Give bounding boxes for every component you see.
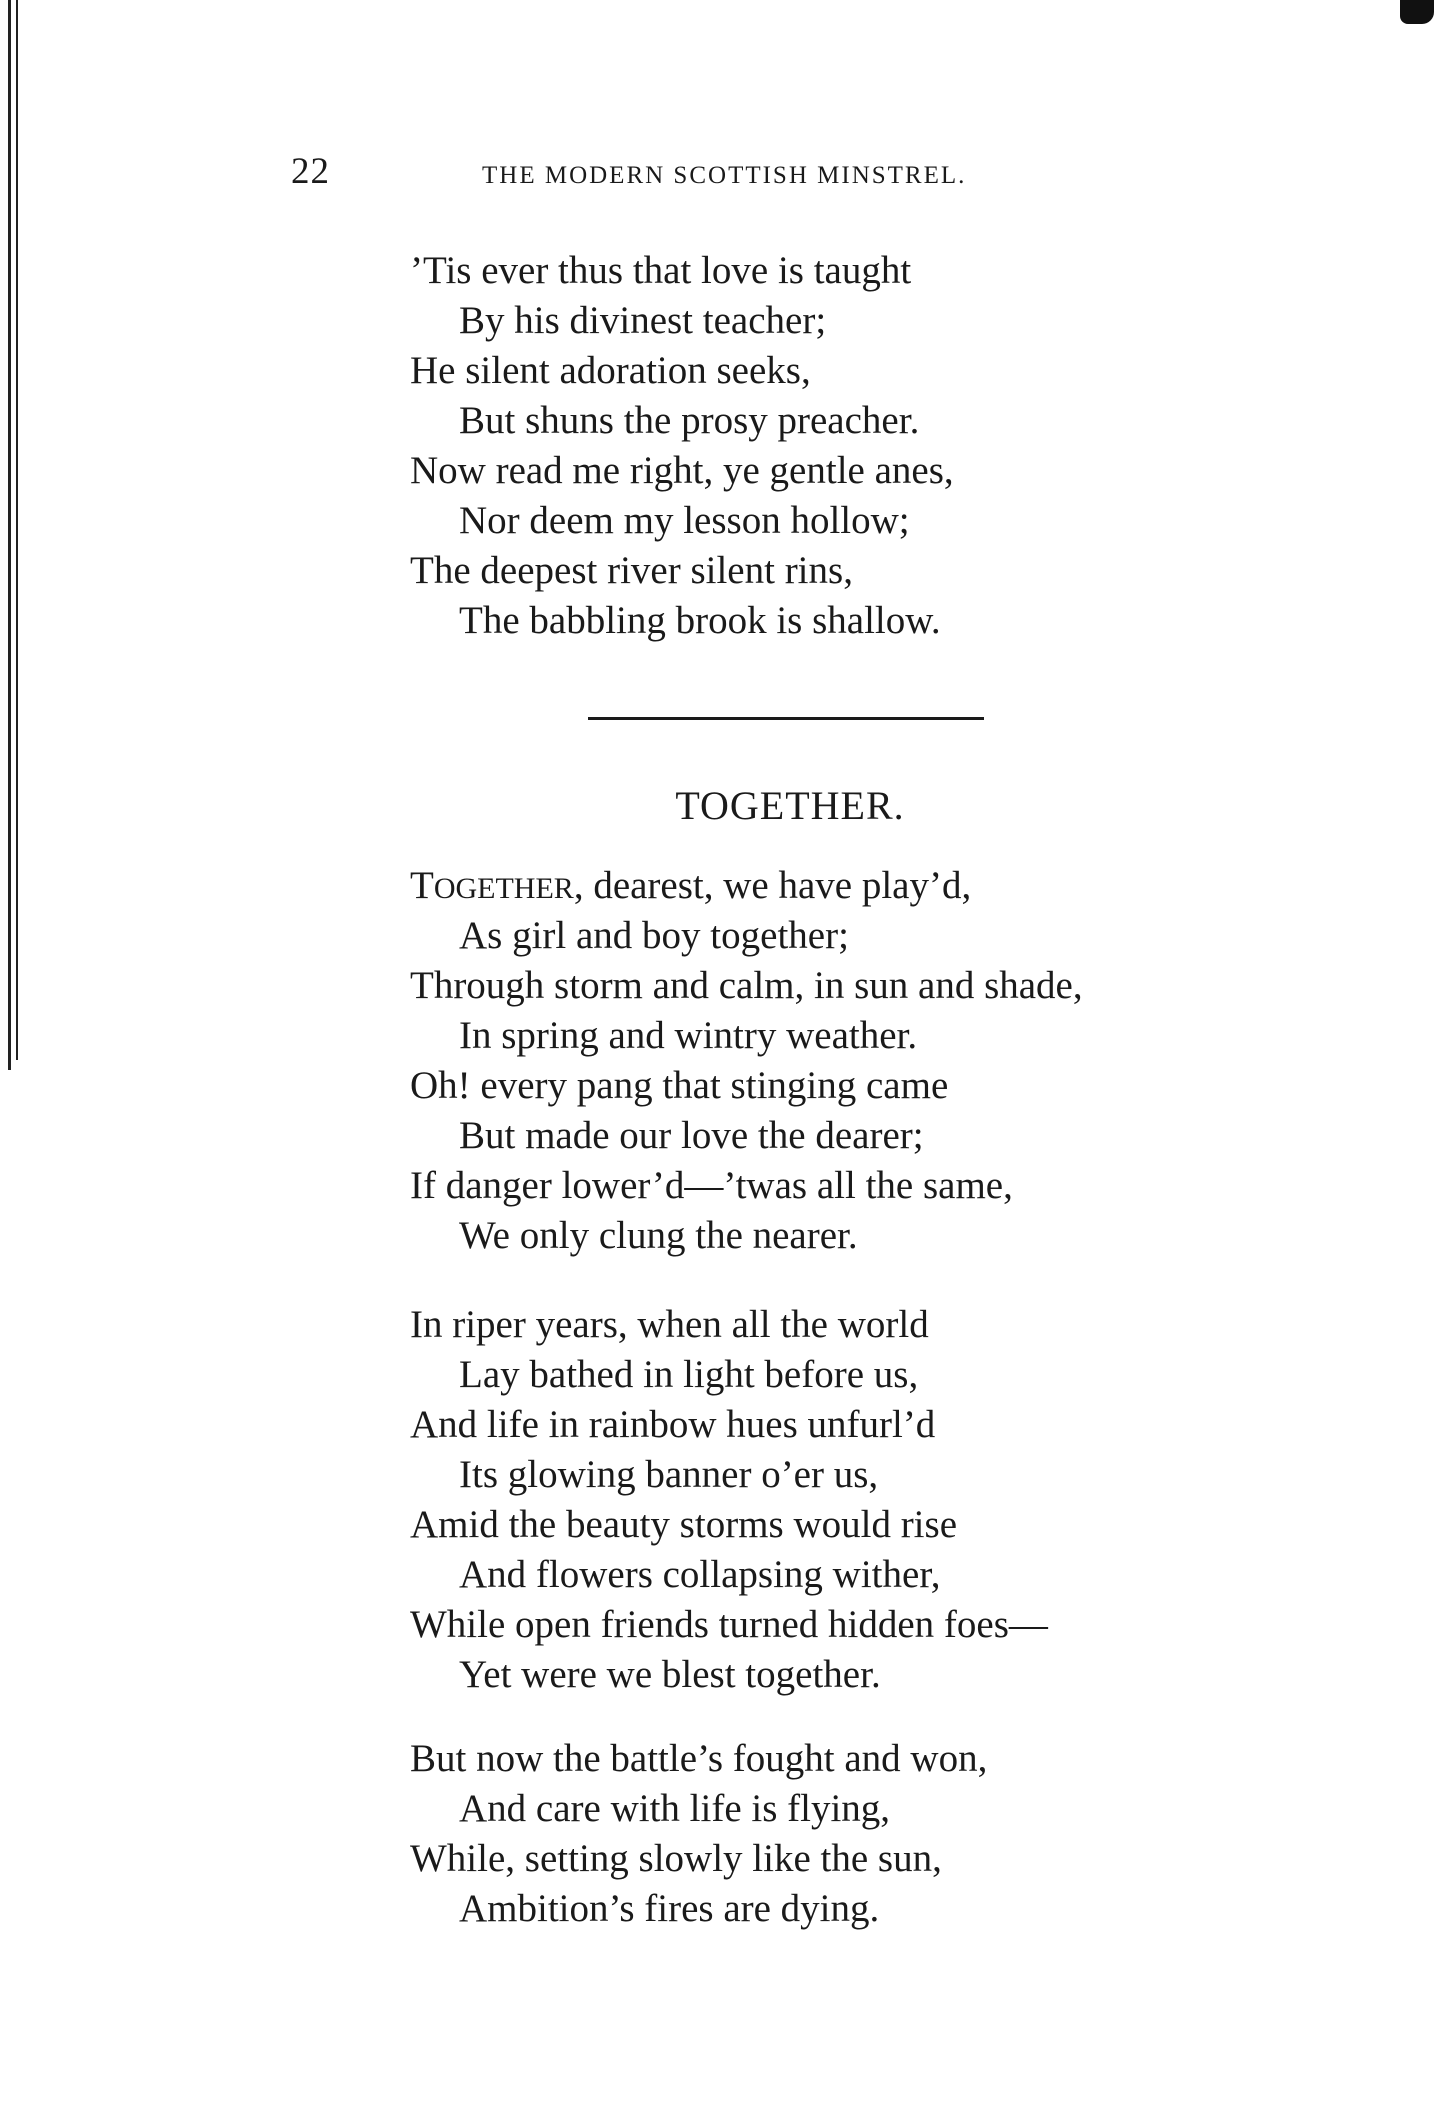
first-word-small-caps [410,864,574,907]
verse-line: He silent adoration seeks, [410,349,811,392]
verse-line: Yet were we blest together. [459,1653,881,1696]
previous-poem-stanza [410,246,1310,646]
verse-line: And flowers collapsing wither, [459,1553,941,1596]
verse-line: The babbling brook is shallow. [459,599,941,642]
poem-stanza-3 [410,1734,1310,1934]
verse-line: As girl and boy together; [459,914,849,957]
verse-line: But shuns the prosy preacher. [459,399,920,442]
verse-line: But now the battle’s fought and won, [410,1737,988,1780]
verse-line: ’Tis ever thus that love is taught [410,249,912,292]
section-divider [588,717,984,720]
verse-line: Amid the beauty storms would rise [410,1503,958,1546]
poem-stanza-1 [410,861,1310,1261]
verse-line: But made our love the dearer; [459,1114,924,1157]
running-header [0,150,1456,200]
verse-line: Now read me right, ye gentle anes, [410,449,954,492]
poem-title: TOGETHER. [675,783,905,828]
verse-line: In riper years, when all the world [410,1303,929,1346]
verse-line: While open friends turned hidden foes— [410,1603,1048,1646]
verse-line: Lay bathed in light before us, [459,1353,919,1396]
verse-line: By his divinest teacher; [459,299,827,342]
verse-line: In spring and wintry weather. [459,1014,918,1057]
poem-stanza-2 [410,1300,1310,1700]
page-number: 22 [291,151,330,192]
first-word-initial: T [410,864,434,907]
verse-line: Its glowing banner o’er us, [459,1453,879,1496]
ink-blot [1400,0,1434,24]
verse-line: While, setting slowly like the sun, [410,1837,942,1880]
verse-line: Oh! every pang that stinging came [410,1064,949,1107]
first-word-rest: OGETHER [433,872,574,905]
first-line-rest: , dearest, we have play’d, [573,864,972,907]
verse-line-first [410,861,1310,911]
verse-line: We only clung the nearer. [459,1214,858,1257]
verse-line: Nor deem my lesson hollow; [459,499,910,542]
verse-line: Ambition’s fires are dying. [459,1887,880,1930]
verse-line: The deepest river silent rins, [410,549,853,592]
running-title: THE MODERN SCOTTISH MINSTREL. [482,162,967,189]
verse-line: If danger lower’d—’twas all the same, [410,1164,1013,1207]
verse-line: And life in rainbow hues unfurl’d [410,1403,936,1446]
verse-line: Through storm and calm, in sun and shade, [410,964,1083,1007]
verse-line: And care with life is flying, [459,1787,891,1830]
